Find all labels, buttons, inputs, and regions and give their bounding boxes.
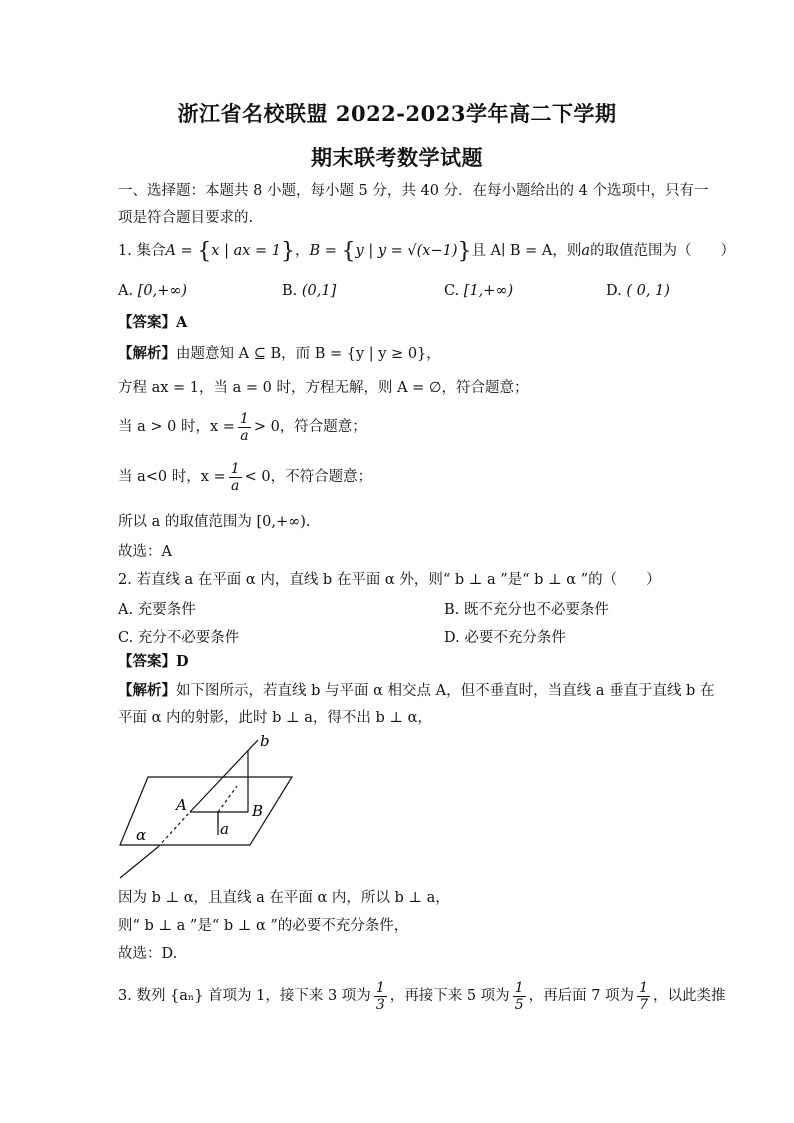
q2-answer: 【答案】D xyxy=(118,653,189,670)
q1-answer: 【答案】A xyxy=(118,314,188,331)
q1-option-b: B. (0,1] xyxy=(282,283,337,299)
figure-label-b: b xyxy=(260,732,270,750)
figure-label-A: A xyxy=(176,796,187,814)
q1-analysis-4: 当 a<0 时，x = $\frac{1}{a}$ < 0，不符合题意； xyxy=(118,460,373,494)
q1-fraction-1: $\frac{1}{a}$ xyxy=(239,410,249,444)
q1-number: 1. xyxy=(118,243,132,259)
plane-line-figure xyxy=(110,728,310,884)
q2-option-c: C. 充分不必要条件 xyxy=(118,630,240,646)
section-instructions-line2: 项是符合题目要求的. xyxy=(118,210,254,226)
line-a-hidden xyxy=(218,786,237,812)
q1-analysis-1: 【解析】由题意知 A ⊆ B，而 B = {y | y ≥ 0}， xyxy=(118,345,441,362)
q1-setA-body: x | ax = 1 xyxy=(211,243,281,259)
q3-stem: 3. 数列 {aₙ} 首项为 1，接下来 3 项为 $\frac{1}{3}$ ，再接下来 5 项为 $\frac{1}{5}$ ，再后面 7 项为 $\frac{1}{7}$ ，以此类推 xyxy=(118,979,726,1013)
q1-conclusion: 故选：A xyxy=(118,544,172,560)
figure-label-a: a xyxy=(220,820,229,838)
q1-analysis-3: 当 a > 0 时，x = $\frac{1}{a}$ > 0，符合题意； xyxy=(118,410,367,444)
exam-title-line2: 期末联考数学试题 xyxy=(311,145,483,170)
figure-label-B: B xyxy=(252,802,264,820)
q1-option-d: D. ( 0, 1) xyxy=(606,283,670,299)
q2-conclusion: 故选：D. xyxy=(118,946,178,962)
line-b-hidden xyxy=(158,812,190,847)
q1-setA-name: A = xyxy=(165,243,198,259)
q3-fraction-2: $\frac{1}{5}$ xyxy=(514,979,524,1013)
exam-title-line1: 浙江省名校联盟 2022-2023学年高二下学期 xyxy=(177,101,617,126)
q2-analysis-1: 【解析】如下图所示，若直线 b 与平面 α 相交点 A，但不垂直时，当直线 a 垂直于直线 b 在 xyxy=(118,682,715,699)
section-instructions-line1: 一、选择题：本题共 8 小题，每小题 5 分，共 40 分．在每小题给出的 4 个选项中，只有一 xyxy=(118,183,709,199)
q3-fraction-1: $\frac{1}{3}$ xyxy=(375,979,385,1013)
q1-analysis-2: 方程 ax = 1，当 a = 0 时，方程无解，则 A = ∅，符合题意； xyxy=(118,380,529,396)
q3-fraction-3: $\frac{1}{7}$ xyxy=(639,979,648,1013)
q1-setB-body: y | y = √(x−1) xyxy=(355,243,458,259)
q2-option-a: A. 充要条件 xyxy=(118,602,196,618)
q1-alpha: a xyxy=(581,243,591,259)
q1-setB-name: B = xyxy=(309,243,342,259)
q1-stem-a: 集合 xyxy=(136,243,166,259)
q2-analysis-4: 则“ b ⊥ a ”是“ b ⊥ α ”的必要不充分条件， xyxy=(118,918,409,934)
q1-option-a: A. [0,+∞) xyxy=(118,283,188,299)
figure-label-alpha: α xyxy=(136,826,147,844)
q1-fraction-2: $\frac{1}{a}$ xyxy=(230,460,240,494)
q2-option-b: B. 既不充分也不必要条件 xyxy=(444,602,609,618)
q2-option-d: D. 必要不充分条件 xyxy=(444,630,566,646)
q2-analysis-2: 平面 α 内的射影，此时 b ⊥ a，得不出 b ⊥ α， xyxy=(118,710,432,726)
line-b-lower xyxy=(120,847,158,878)
q2-stem: 2. 若直线 a 在平面 α 内，直线 b 在平面 α 外，则“ b ⊥ a ”是“ b ⊥ α ”的（ ） xyxy=(118,572,661,588)
q1-comma: ， xyxy=(295,243,310,259)
q1-stem-c: 的取值范围为（ ） xyxy=(590,243,736,259)
q1-analysis-5: 所以 a 的取值范围为 [0,+∞). xyxy=(118,514,311,530)
q1-stem: 1. 集合A = {x | ax = 1}，B = {y | y = √(x−1)}且 A∣ B = A，则a的取值范围为（ ） xyxy=(118,239,736,264)
q1-option-c: C. [1,+∞) xyxy=(444,283,514,299)
q1-stem-b: 且 A∣ B = A，则 xyxy=(471,243,582,259)
q2-analysis-3: 因为 b ⊥ α，且直线 a 在平面 α 内，所以 b ⊥ a， xyxy=(118,890,450,906)
